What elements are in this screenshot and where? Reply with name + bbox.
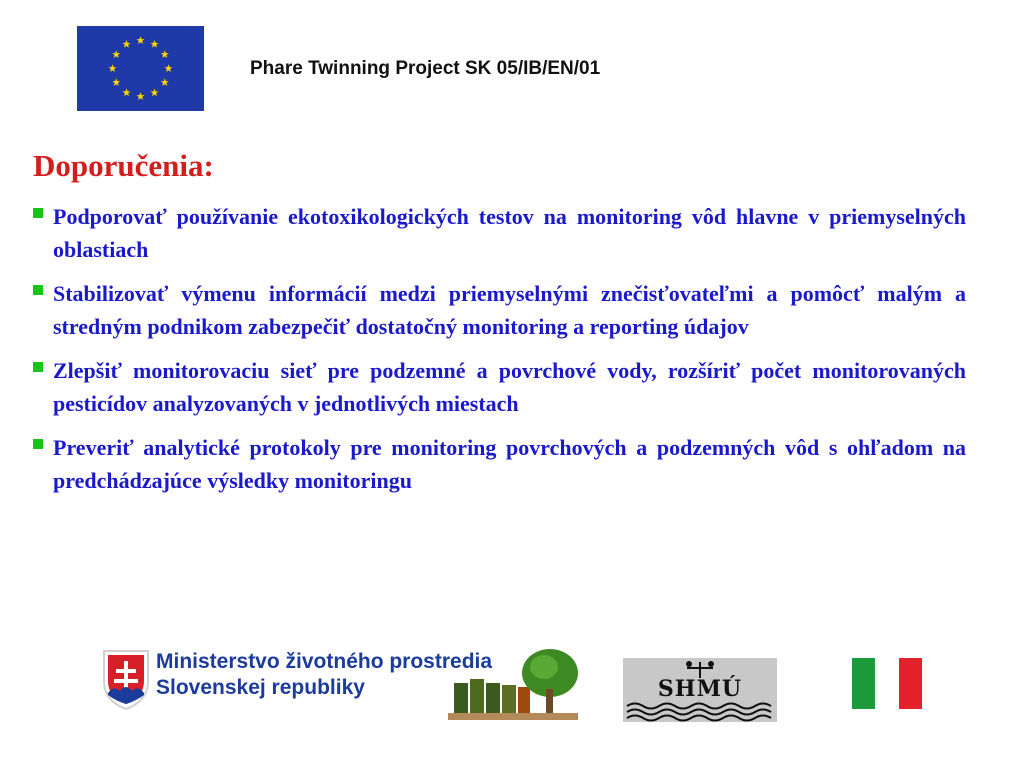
list-item-text: Podporovať používanie ekotoxikologických testov na monitoring vôd hlavne v priemyselných oblastiach — [53, 204, 966, 262]
eu-star-icon — [123, 40, 131, 48]
list-item-text: Stabilizovať výmenu informácií medzi priemyselnými znečisťovateľmi a pomôcť malým a stredným podnikom zabezpečiť dostatočný monitoring a reporting údajov — [53, 281, 966, 339]
italian-flag-logo — [852, 658, 922, 709]
ministry-name-line2: Slovenskej republiky — [156, 676, 365, 699]
eu-flag-logo — [77, 26, 204, 111]
bullet-square-icon — [33, 285, 43, 295]
bullet-square-icon — [33, 439, 43, 449]
flag-white-stripe — [875, 658, 898, 709]
list-item — [33, 431, 966, 497]
shmu-logo — [623, 658, 777, 722]
eu-star-icon — [137, 92, 145, 100]
list-item — [33, 277, 966, 343]
shmu-label: SHMÚ — [657, 676, 743, 702]
bullet-square-icon — [33, 362, 43, 372]
tree-factory-illustration-icon — [448, 645, 578, 720]
ministry-name — [156, 649, 492, 701]
list-item — [33, 200, 966, 266]
eu-star-icon — [109, 64, 117, 72]
flag-green-stripe — [852, 658, 875, 709]
slovak-coat-of-arms-icon — [100, 649, 152, 711]
list-item-text: Zlepšiť monitorovaciu sieť pre podzemné a povrchové vody, rozšíriť počet monitorovaných pesticídov analyzovaných v jednotlivých miestach — [53, 358, 966, 416]
eu-star-icon — [151, 89, 159, 97]
eu-star-icon — [151, 40, 159, 48]
page-title: Phare Twinning Project SK 05/IB/EN/01 — [250, 58, 601, 79]
ministry-logo — [98, 645, 578, 720]
flag-red-stripe — [899, 658, 922, 709]
eu-stars-icon — [77, 26, 204, 111]
list-item-text: Preveriť analytické protokoly pre monitoring povrchových a podzemných vôd s ohľadom na predchádzajúce výsledky monitoringu — [53, 435, 966, 493]
bullet-square-icon — [33, 208, 43, 218]
eu-star-icon — [112, 78, 120, 86]
section-heading: Doporučenia: — [33, 148, 214, 183]
eu-star-icon — [161, 78, 169, 86]
eu-star-icon — [165, 64, 173, 72]
eu-star-icon — [123, 89, 131, 97]
eu-star-icon — [161, 50, 169, 58]
eu-star-icon — [137, 36, 145, 44]
recommendation-list — [33, 200, 966, 508]
list-item — [33, 354, 966, 420]
ministry-name-line1: Ministerstvo životného prostredia — [156, 650, 493, 673]
eu-star-icon — [112, 50, 120, 58]
